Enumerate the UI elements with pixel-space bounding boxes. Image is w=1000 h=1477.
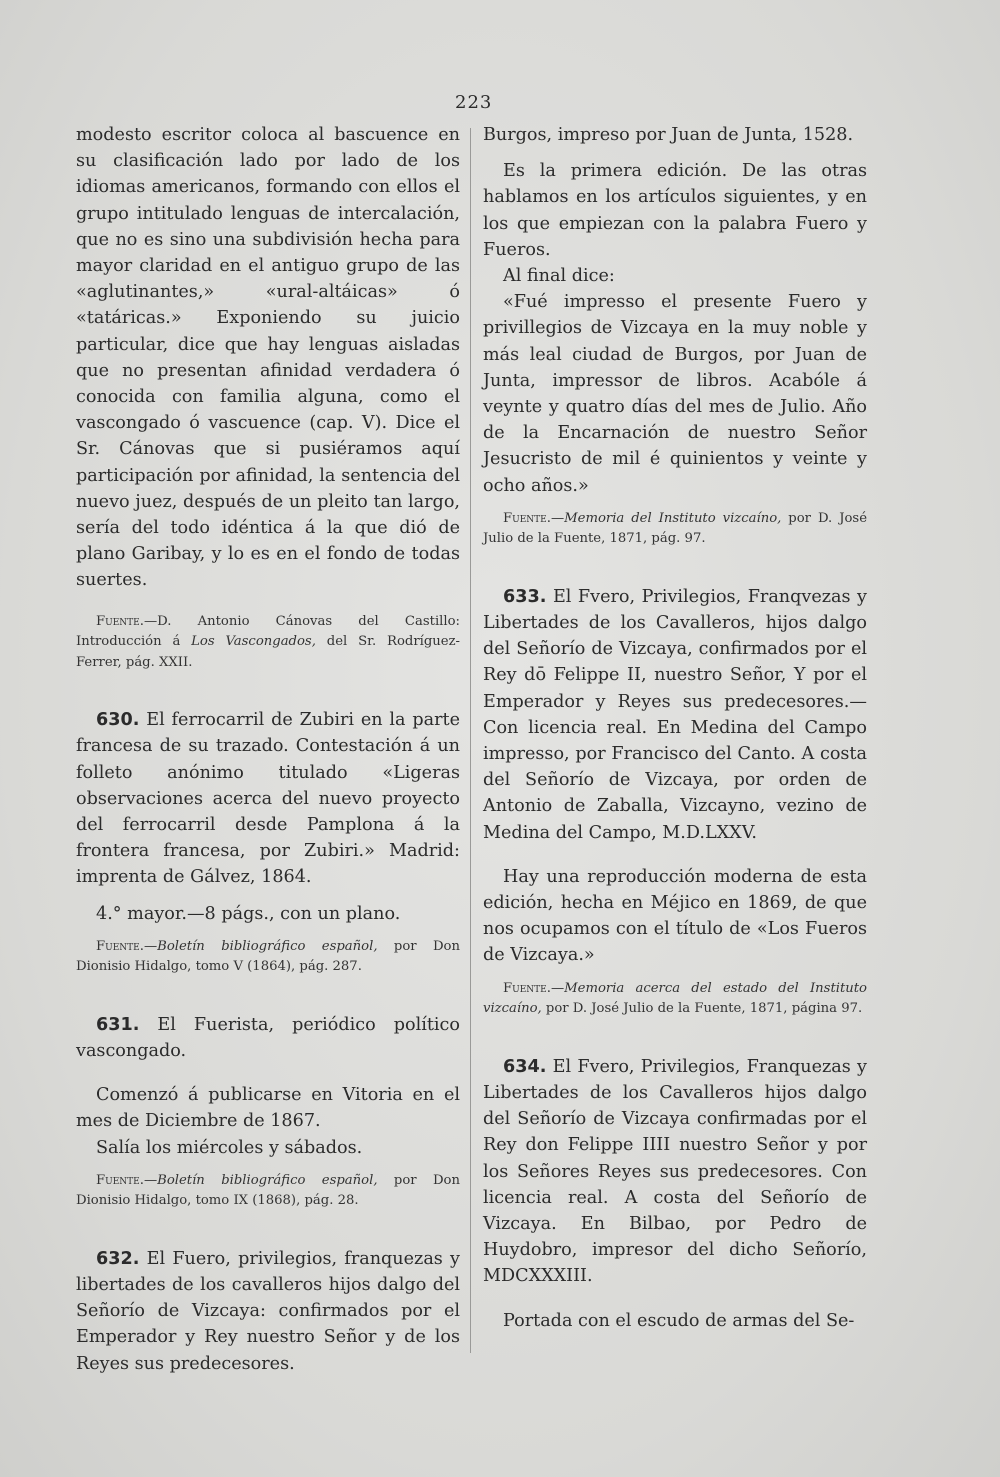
paragraph-continuation: modesto escritor coloca al bascuence en su clasificación lado por lado de los idiomas americanos, formando con ellos el grupo intitulado lenguas de intercalación, que no es sino una subdivisión hecha para mayor claridad en el antiguo grupo de las «aglutinantes,» «ural-altáicas» ó «tatáricas.» Exponiendo su juicio particular, dice que hay lenguas aisladas que no presentan afinidad verdadera ó conocida con familia alguna, como el vascongado ó vascuence (cap. V). Dice el Sr. Cánovas que si pusiéramos aquí participación por afinidad, la sentencia del nuevo juez, después de un pleito tan largo, sería del todo idéntica á la que dió de plano Garibay, y lo es en el fondo de todas suertes. (76, 125, 460, 591)
entry-number: 634. (503, 1056, 547, 1077)
entry-631-detail: Comenzó á publicarse en Vitoria en el mes de Diciembre de 1867. (76, 1085, 460, 1132)
entry-634: 634. El Fvero, Privilegios, Franquezas y Libertades de los Cavalleros hijos dalgo del Señorío de Vizcaya confirmadas por el Rey don Felippe IIII nuestro Señor y por los Señores Reyes sus predecesores. Con licencia real. A costa del Señorío de Vizcaya. En Bilbao, por Pedro de Huydobro, impresor del dicho Señorío, MDCXXXIII. (483, 1056, 867, 1287)
source-note-631: Fuente.—Boletín bibliográfico español, por Don Dionisio Hidalgo, tomo IX (1868), pág. 28. (76, 1172, 460, 1209)
entry-number: 632. (96, 1248, 140, 1269)
entry-number: 631. (96, 1014, 140, 1035)
entry-630-format: 4.° mayor.—8 págs., con un plano. (96, 903, 401, 924)
source-note-633: Fuente.—Memoria acerca del estado del Instituto vizcaíno, por D. José Julio de la Fuente, 1871, página 97. (483, 980, 867, 1017)
entry-633: 633. El Fvero, Privilegios, Franqvezas y Libertades de los Cavalleros, hijos dalgo del Señorío de Vizcaya, confirmados por el Rey dō Felippe II, nuestro Señor, Y por el Emperador y Reyes sus predecesores.—Con licencia real. En Medina del Campo impresso, por Francisco del Canto. A costa del Señorío de Vizcaya, por orden de Antonio de Zaballa, Vizcayno, vezino de Medina del Campo, M.D.LXXV. (483, 586, 867, 843)
entry-number: 630. (96, 710, 140, 731)
source-note-632: Fuente.—Memoria del Instituto vizcaíno, por D. José Julio de la Fuente, 1871, pág. 97. (483, 510, 867, 547)
entry-632: 632. El Fuero, privilegios, franquezas y libertades de los cavalleros hijos dalgo del Señorío de Vizcaya: confirmados por el Emperador y Rey nuestro Señor y de los Reyes sus predecesores. (76, 1248, 460, 1374)
entry-632-note: Es la primera edición. De las otras hablamos en los artículos siguientes, y en los que empiezan con la palabra Fuero y Fueros. (483, 161, 867, 260)
entry-632-colophon: «Fué impresso el presente Fuero y privillegios de Vizcaya en la muy noble y más leal ciudad de Burgos, por Juan de Junta, impressor de libros. Acabóle á veynte y quatro días del mes de Julio. Año de la Encarnación de nuestro Señor Jesucristo de mil é quinientos y veinte y ocho años.» (483, 292, 867, 496)
entry-633-note: Hay una reproducción moderna de esta edición, hecha en Méjico en 1869, de que nos ocupamos con el título de «Los Fueros de Vizcaya.» (483, 866, 867, 966)
entry-630: 630. El ferrocarril de Zubiri en la parte francesa de su trazado. Contestación á un folleto anónimo titulado «Ligeras observaciones acerca del nuevo proyecto del ferrocarril desde Pamplona á la frontera francesa, por Zubiri.» Madrid: imprenta de Gálvez, 1864. (76, 710, 460, 888)
right-column (483, 122, 867, 1334)
column-divider (470, 128, 471, 1353)
entry-634-note: Portada con el escudo de armas del Se- (503, 1310, 855, 1331)
entry-632-colophon-intro: Al final dice: (503, 266, 615, 287)
entry-631: 631. El Fuerista, periódico político vascongado. (76, 1014, 460, 1061)
entry-number: 633. (503, 586, 547, 607)
left-column (76, 122, 460, 1377)
entry-632-continuation: Burgos, impreso por Juan de Junta, 1528. (483, 125, 854, 145)
source-note-630: Fuente.—Boletín bibliográfico español, por Don Dionisio Hidalgo, tomo V (1864), pág. 287. (76, 938, 460, 975)
entry-631-days: Salía los miércoles y sábados. (96, 1137, 363, 1158)
source-note-canovas: Fuente.—D. Antonio Cánovas del Castillo: Introducción á Los Vascongados, del Sr. Rodríguez-Ferrer, pág. XXII. (76, 613, 460, 670)
page-number: 223 (455, 92, 493, 113)
